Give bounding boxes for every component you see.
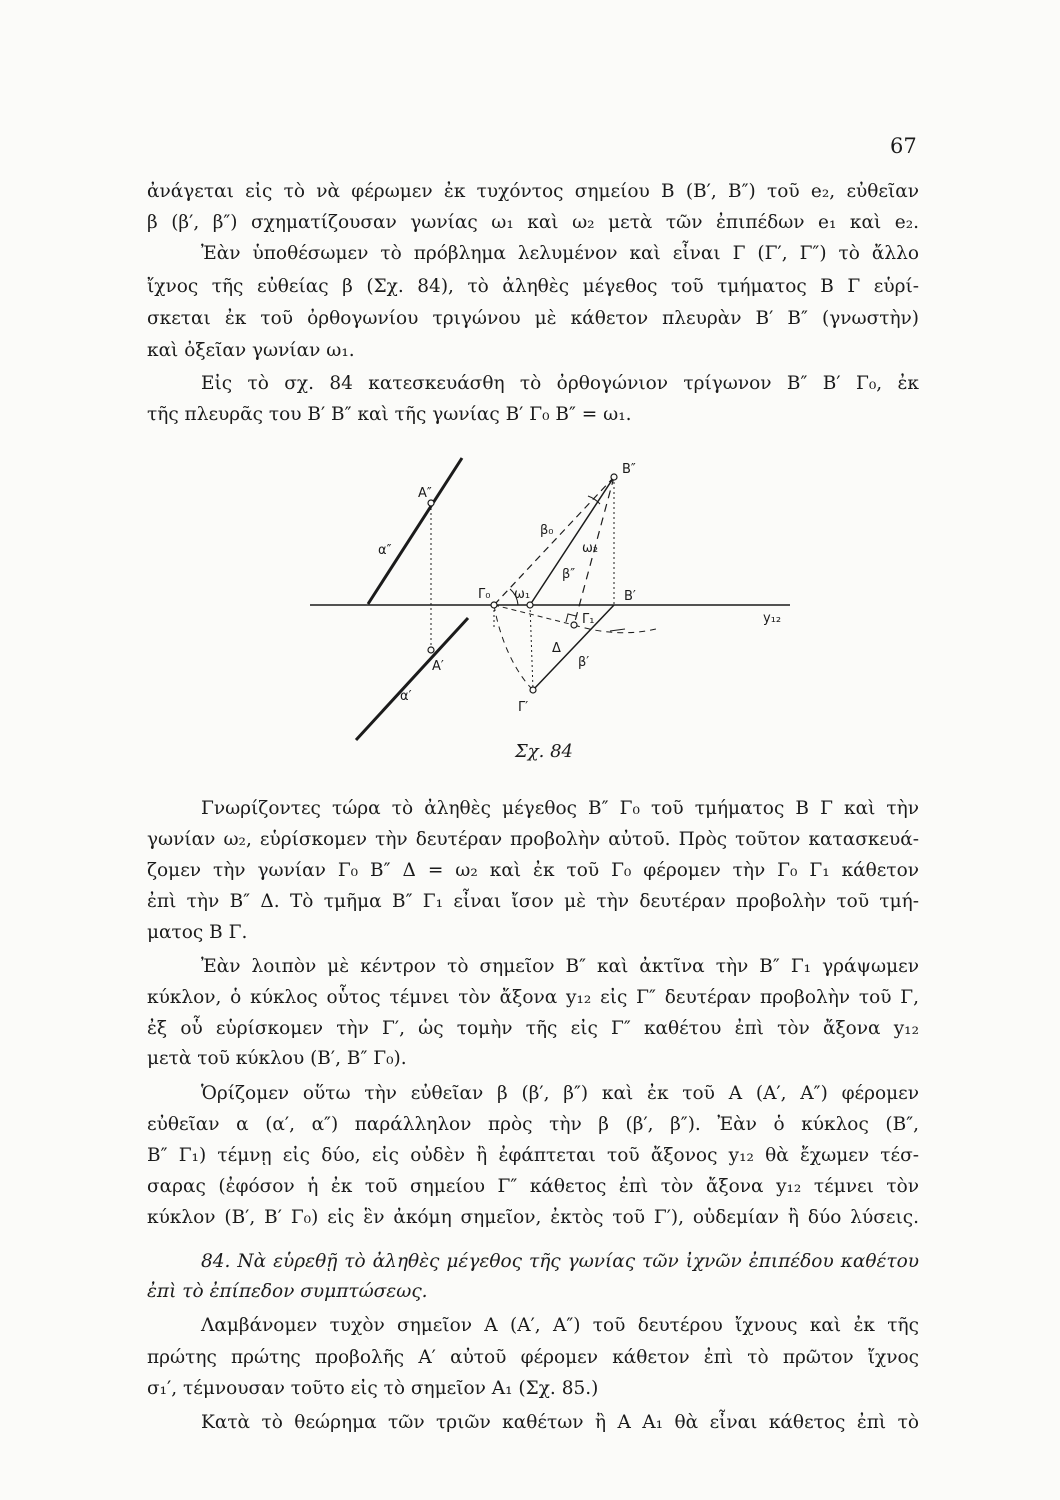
point-A1 xyxy=(428,647,434,653)
point-G1 xyxy=(571,622,577,628)
text-line: Ἐὰν λοιπὸν μὲ κέντρον τὸ σημεῖον Β″ καὶ ἀκτῖνα τὴν Β″ Γ₁ γράψωμεν xyxy=(201,956,919,977)
text-line: ζομεν τὴν γωνίαν Γ₀ Β″ Δ = ω₂ καὶ ἐκ τοῦ Γ₀ φέρομεν τὴν Γ₀ Γ₁ κάθετον xyxy=(147,860,919,881)
text-line: κύκλον, ὁ κύκλος οὗτος τέμνει τὸν ἄξονα y₁₂ εἰς Γ″ δευτέραν προβολὴν τοῦ Γ, xyxy=(147,987,919,1008)
text-line: μετὰ τοῦ κύκλου (Β′, Β″ Γ₀). xyxy=(147,1048,407,1069)
label-G1p: Γ′ xyxy=(518,700,529,715)
label-A2: Α″ xyxy=(418,486,432,501)
line-beta2 xyxy=(530,477,614,605)
point-G1p xyxy=(530,687,536,693)
section-heading: ἐπὶ τὸ ἐπίπεδον συμπτώσεως. xyxy=(147,1281,428,1302)
text-line: ἴχνος τῆς εὐθείας β (Σχ. 84), τὸ ἀληθὲς μέγεθος τοῦ τμήματος Β Γ εὑρί- xyxy=(147,276,919,297)
label-a1: α′ xyxy=(400,689,412,704)
text-line: σ₁′, τέμνουσαν τοῦτο εἰς τὸ σημεῖον Α₁ (Σχ. 85.) xyxy=(147,1378,599,1399)
text-line: τῆς πλευρᾶς του Β′ Β″ καὶ τῆς γωνίας Β′ Γ₀ Β″ = ω₁. xyxy=(147,404,632,425)
dotted-g xyxy=(530,605,533,690)
figure-caption: Σχ. 84 xyxy=(515,741,573,762)
text-line: β (β′, β″) σχηματίζουσαν γωνίας ω₁ καὶ ω₂ μετὰ τῶν ἐπιπέδων e₁ καὶ e₂. xyxy=(147,212,919,233)
label-a2: α″ xyxy=(378,543,392,558)
label-G1: Γ₁ xyxy=(582,612,595,627)
line-a2 xyxy=(368,458,462,604)
label-B2: Β″ xyxy=(622,462,636,477)
label-b0: β₀ xyxy=(540,523,554,538)
text-line: Ἐὰν ὑποθέσωμεν τὸ πρόβλημα λελυμένον καὶ εἶναι Γ (Γ′, Γ″) τὸ ἄλλο xyxy=(201,243,919,264)
text-line: σαρας (ἐφόσον ἡ ἐκ τοῦ σημείου Γ″ κάθετος ἐπὶ τὸν ἄξονα y₁₂ τέμνει τὸν xyxy=(147,1176,919,1197)
point-G2 xyxy=(527,602,533,608)
page-number: 67 xyxy=(890,134,917,158)
text-line: Κατὰ τὸ θεώρημα τῶν τριῶν καθέτων ἢ Α Α₁ θὰ εἶναι κάθετος ἐπὶ τὸ xyxy=(201,1412,919,1433)
text-line: Εἰς τὸ σχ. 84 κατεσκευάσθη τὸ ὀρθογώνιον τρίγωνον Β″ Β′ Γ₀, ἐκ xyxy=(201,373,919,394)
line-g0-g1 xyxy=(494,605,574,625)
point-G0 xyxy=(491,602,497,608)
label-b1: β′ xyxy=(578,655,590,670)
point-B2 xyxy=(611,474,617,480)
label-A1: Α′ xyxy=(432,659,444,674)
text-line: ἀνάγεται εἰς τὸ νὰ φέρωμεν ἐκ τυχόντος σημείου Β (Β′, Β″) τοῦ e₂, εὐθεῖαν xyxy=(147,181,919,202)
text-line: Λαμβάνομεν τυχὸν σημεῖον Α (Α′, Α″) τοῦ δευτέρου ἴχνους καὶ ἐκ τῆς xyxy=(201,1315,919,1336)
label-y12: y₁₂ xyxy=(763,611,782,626)
arc-g0 xyxy=(494,605,533,690)
line-beta1 xyxy=(533,605,614,690)
dash-mark xyxy=(610,629,625,631)
text-line: ἐξ οὗ εὑρίσκομεν τὴν Γ′, ὡς τομὴν τῆς εἰς Γ″ καθέτου ἐπὶ τὸν ἄξονα y₁₂ xyxy=(147,1018,919,1039)
label-b2: β″ xyxy=(562,567,576,582)
text-line: γωνίαν ω₂, εὑρίσκομεν τὴν δευτέραν προβολὴν αὐτοῦ. Πρὸς τοῦτον κατασκευά- xyxy=(147,829,919,850)
label-G0: Γ₀ xyxy=(478,587,491,602)
label-D: Δ xyxy=(552,641,561,656)
text-line: κύκλον (Β′, Β′ Γ₀) εἰς ἓν ἀκόμη σημεῖον, ἐκτὸς τοῦ Γ′), οὐδεμίαν ἢ δύο λύσεις. xyxy=(147,1207,919,1228)
label-w1: ω₁ xyxy=(514,587,531,602)
section-heading: 84. Νὰ εὑρεθῇ τὸ ἀληθὲς μέγεθος τῆς γωνίας τῶν ἰχνῶν ἐπιπέδου καθέτου xyxy=(201,1251,919,1272)
text-line: πρώτης πρώτης προβολῆς Α′ αὐτοῦ φέρομεν κάθετον ἐπὶ τὸ πρῶτον ἴχνος xyxy=(147,1347,919,1368)
text-line: καὶ ὀξεῖαν γωνίαν ω₁. xyxy=(147,340,355,361)
text-line: Γνωρίζοντες τώρα τὸ ἀληθὲς μέγεθος Β″ Γ₀ τοῦ τμήματος Β Γ καὶ τὴν xyxy=(201,798,919,819)
text-line: ἐπὶ τὴν Β″ Δ. Τὸ τμῆμα Β″ Γ₁ εἶναι ἴσον μὲ τὴν δευτέραν προβολὴν τοῦ τμή- xyxy=(147,891,919,912)
line-a1 xyxy=(356,618,468,740)
text-line: Β″ Γ₁) τέμνῃ εἰς δύο, εἰς οὐδὲν ἢ ἐφάπτεται τοῦ ἄξονος y₁₂ θὰ ἔχωμεν τέσ- xyxy=(147,1145,919,1166)
label-w2: ω₂ xyxy=(582,541,599,556)
right-angle xyxy=(566,614,576,622)
text-line: εὐθεῖαν α (α′, α″) παράλληλον πρὸς τὴν β (β′, β″). Ἐὰν ὁ κύκλος (Β″, xyxy=(147,1114,919,1135)
label-B1: Β′ xyxy=(624,589,636,604)
text-line: ματος Β Γ. xyxy=(147,922,248,943)
text-line: σκεται ἐκ τοῦ ὀρθογωνίου τριγώνου μὲ κάθετον πλευρὰν Β′ Β″ (γνωστὴν) xyxy=(147,308,919,329)
text-line: Ὁρίζομεν οὕτω τὴν εὐθεῖαν β (β′, β″) καὶ ἐκ τοῦ Α (Α′, Α″) φέρομεν xyxy=(201,1083,919,1104)
